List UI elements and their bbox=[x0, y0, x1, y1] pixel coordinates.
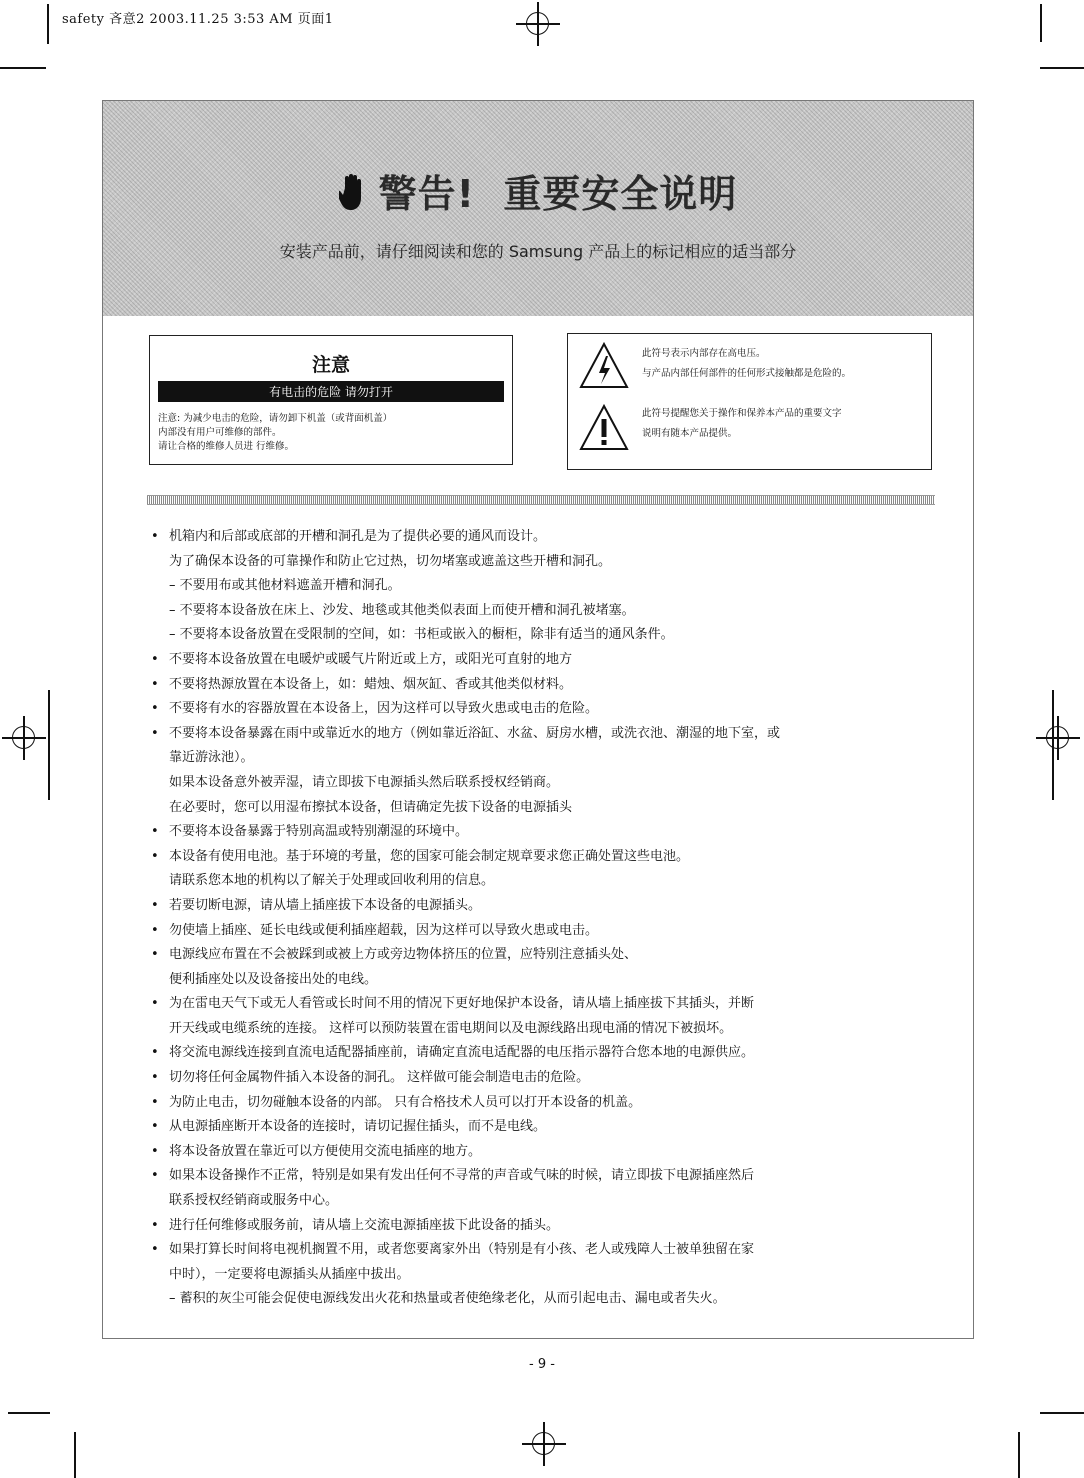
instruction-item: • 不要将有水的容器放置在本设备上，因为这样可以导致火患或电击的危险。 bbox=[151, 697, 951, 722]
instruction-item: • 进行任何维修或服务前，请从墙上交流电源插座拔下此设备的插头。 bbox=[151, 1214, 951, 1239]
instruction-item: • 如果本设备操作不正常，特别是如果有发出任何不寻常的声音或气味的时候，请立即拔下电源插座然后 bbox=[151, 1164, 951, 1189]
title-main: 重要安全说明 bbox=[503, 172, 738, 216]
caution-text bbox=[158, 412, 512, 454]
instruction-item: • 不要将本设备暴露在雨中或靠近水的地方（例如靠近浴缸、水盆、厨房水槽，或洗衣池、潮湿的地下室，或 bbox=[151, 722, 951, 747]
page-title bbox=[103, 163, 973, 221]
instruction-continuation: 为了确保本设备的可靠操作和防止它过热，切勿堵塞或遮盖这些开槽和洞孔。 bbox=[169, 553, 612, 569]
section-divider bbox=[147, 495, 935, 505]
instruction-item: • 勿使墙上插座、延长电线或便利插座超载，因为这样可以导致火患或电击。 bbox=[151, 919, 951, 944]
caution-label bbox=[149, 335, 513, 465]
crop-mark bbox=[1040, 1412, 1084, 1414]
registration-mark-right bbox=[1036, 716, 1080, 760]
exclamation-warning-icon bbox=[578, 402, 630, 454]
crop-mark bbox=[74, 1432, 76, 1478]
crop-mark bbox=[1040, 4, 1042, 42]
registration-mark-bottom bbox=[522, 1422, 566, 1466]
page-number: - 9 - bbox=[529, 1357, 555, 1372]
symbol-legend bbox=[567, 333, 932, 470]
page-frame bbox=[102, 100, 974, 1339]
registration-mark-top bbox=[516, 2, 560, 46]
lightning-warning-icon bbox=[578, 340, 630, 392]
crop-mark bbox=[1040, 67, 1084, 69]
instruction-continuation: 在必要时，您可以用湿布擦拭本设备，但请确定先拔下设备的电源插头 bbox=[169, 799, 573, 815]
attention-line: 此符号提醒您关于操作和保养本产品的重要文字 bbox=[642, 408, 842, 419]
safety-instructions-list bbox=[151, 525, 951, 1312]
voltage-line: 此符号表示内部存在高电压。 bbox=[642, 348, 766, 359]
instruction-item: • 将本设备放置在靠近可以方便使用交流电插座的地方。 bbox=[151, 1140, 951, 1165]
instruction-item: • 为在雷电天气下或无人看管或长时间不用的情况下更好地保护本设备，请从墙上插座拔下其插头，并断 bbox=[151, 992, 951, 1017]
instruction-continuation: 联系授权经销商或服务中心。 bbox=[169, 1193, 339, 1209]
instruction-item: • 电源线应布置在不会被踩到或被上方或旁边物体挤压的位置，应特别注意插头处、 bbox=[151, 943, 951, 968]
instruction-continuation: – 不要用布或其他材料遮盖开槽和洞孔。 bbox=[169, 578, 401, 594]
instruction-continuation: 请联系您本地的机构以了解关于处理或回收利用的信息。 bbox=[169, 873, 495, 889]
crop-mark bbox=[0, 67, 46, 69]
header-subtitle: 安装产品前，请仔细阅读和您的 Samsung 产品上的标记相应的适当部分 bbox=[279, 242, 797, 261]
instruction-item: • 从电源插座断开本设备的连接时，请切记握住插头，而不是电线。 bbox=[151, 1115, 951, 1140]
caution-line: 内部没有用户可维修的部件。 bbox=[158, 427, 282, 438]
instruction-continuation: 开天线或电缆系统的连接。 这样可以预防装置在雷电期间以及电源线路出现电涌的情况下被损坏。 bbox=[169, 1020, 733, 1036]
instruction-item: • 切勿将任何金属物件插入本设备的洞孔。 这样做可能会制造电击的危险。 bbox=[151, 1066, 951, 1091]
crop-mark bbox=[1018, 1432, 1020, 1478]
instruction-continuation: – 不要将本设备放置在受限制的空间，如：书柜或嵌入的橱柜，除非有适当的通风条件。 bbox=[169, 627, 674, 643]
voltage-symbol-row bbox=[578, 340, 918, 402]
instruction-item: • 如果打算长时间将电视机搁置不用，或者您要离家外出（特别是有小孩、老人或残障人士被单独留在家 bbox=[151, 1238, 951, 1263]
caution-line: 注意: 为减少电击的危险，请勿卸下机盖（或背面机盖） bbox=[158, 413, 393, 424]
attention-symbol-row bbox=[578, 402, 918, 464]
hand-stop-icon bbox=[339, 172, 369, 221]
crop-mark bbox=[48, 690, 50, 800]
crop-mark bbox=[47, 4, 49, 44]
instruction-item: • 不要将本设备放置在电暖炉或暖气片附近或上方，或阳光可直射的地方 bbox=[151, 648, 951, 673]
instruction-continuation: 靠近游泳池）。 bbox=[169, 750, 254, 766]
instruction-item: • 不要将本设备暴露于特别高温或特别潮湿的环境中。 bbox=[151, 820, 951, 845]
registration-mark-left bbox=[2, 716, 46, 760]
instruction-item: • 为防止电击，切勿碰触本设备的内部。 只有合格技术人员可以打开本设备的机盖。 bbox=[151, 1091, 951, 1116]
crop-mark bbox=[8, 1412, 50, 1414]
attention-line: 说明有随本产品提供。 bbox=[642, 428, 738, 439]
print-slug: safety 吝意2 2003.11.25 3:53 AM 页面1 bbox=[62, 12, 334, 27]
instruction-item: • 机箱内和后部或底部的开槽和洞孔是为了提供必要的通风而设计。 bbox=[151, 525, 951, 550]
caution-title: 注意 bbox=[311, 354, 350, 376]
instruction-continuation: 中时），一定要将电源插头从插座中拔出。 bbox=[169, 1266, 410, 1282]
voltage-line: 与产品内部任何部件的任何形式接触都是危险的。 bbox=[642, 368, 852, 379]
instruction-continuation: 便利插座处以及设备接出处的电线。 bbox=[169, 971, 378, 987]
title-warning: 警告! bbox=[378, 172, 475, 216]
instruction-continuation: – 蓄积的灰尘可能会促使电源线发出火花和热量或者使绝缘老化，从而引起电击、漏电或者失火。 bbox=[169, 1291, 726, 1307]
instruction-item: • 本设备有使用电池。基于环境的考量，您的国家可能会制定规章要求您正确处置这些电池。 bbox=[151, 845, 951, 870]
instruction-item: • 将交流电源线连接到直流电适配器插座前，请确定直流电适配器的电压指示器符合您本地的电源供应。 bbox=[151, 1041, 951, 1066]
warning-header bbox=[103, 101, 973, 316]
caution-line: 请让合格的维修人员进 行维修。 bbox=[158, 441, 295, 452]
instruction-item: • 若要切断电源，请从墙上插座拔下本设备的电源插头。 bbox=[151, 894, 951, 919]
caution-bar: 有电击的危险 请勿打开 bbox=[158, 381, 504, 402]
instruction-item: • 不要将热源放置在本设备上，如：蜡烛、烟灰缸、香或其他类似材料。 bbox=[151, 673, 951, 698]
instruction-continuation: 如果本设备意外被弄湿，请立即拔下电源插头然后联系授权经销商。 bbox=[169, 774, 560, 790]
instruction-continuation: – 不要将本设备放在床上、沙发、地毯或其他类似表面上而使开槽和洞孔被堵塞。 bbox=[169, 602, 635, 618]
